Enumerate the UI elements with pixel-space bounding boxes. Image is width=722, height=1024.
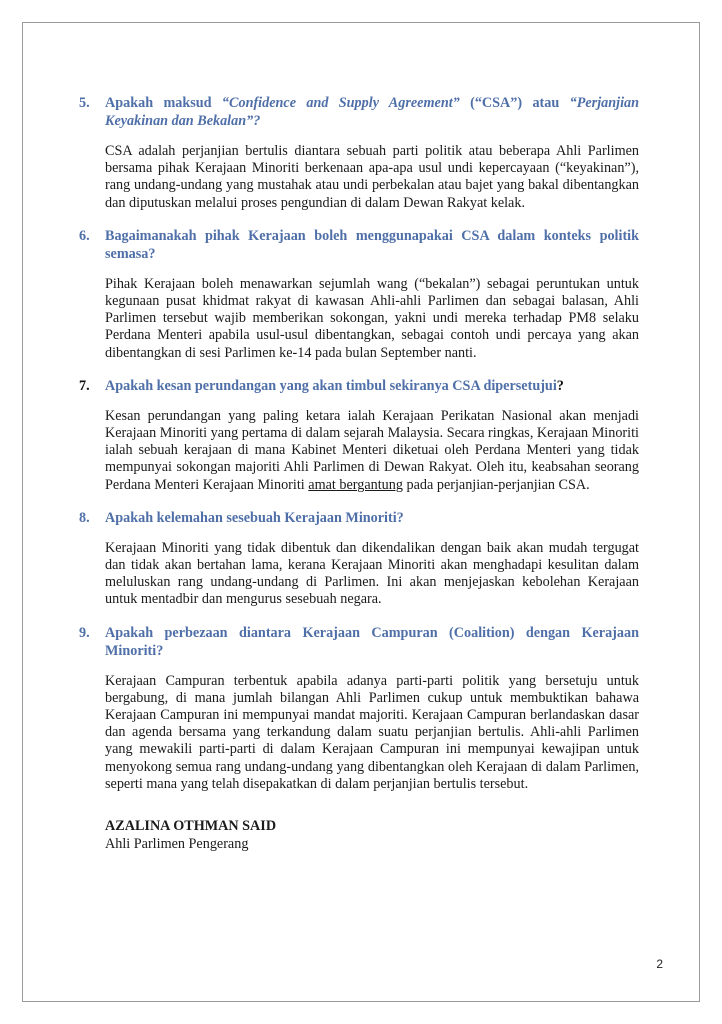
question-text: Apakah perbezaan diantara Kerajaan Campuran (Coalition) dengan Kerajaan Minoriti? [105,624,639,659]
question-9 [79,624,639,660]
signatory-title: Ahli Parlimen Pengerang [105,836,249,853]
question-number: 7. [79,377,90,394]
section-8 [79,509,639,609]
section-9 [79,624,639,793]
question-text [105,377,639,395]
answer-text-part: Kesan perundangan yang paling ketara ialah Kerajaan Perikatan Nasional akan menjadi Kerajaan Minoriti yang pertama di dalam sejarah Malaysia. Secara ringkas, Kerajaan Minoriti ialah sebuah kerajaan di mana Kabinet Menteri diketuai oleh Perdana Menteri yang tidak mempunyai sokongan majoriti Ahli Parlimen di Dewan Rakyat. Oleh itu, keabsahan seorang Perdana Menteri Kerajaan Minoriti [105,407,639,493]
question-6 [79,227,639,263]
question-text-part: (“CSA”) atau [459,95,570,111]
question-text [105,94,639,130]
question-mark: ? [556,377,564,394]
question-text: Apakah kelemahan sesebuah Kerajaan Minoriti? [105,509,404,526]
answer-9: Kerajaan Campuran terbentuk apabila adanya parti-parti politik yang bersetuju untuk bergabung, di mana jumlah bilangan Ahli Parlimen cukup untuk membuktikan bahawa Kerajaan Campuran ini mempunyai mandat majoriti. Kerajaan Campuran berlandaskan dasar dan agenda bersama yang terkandung dalam suatu perjanjian bertulis. Ahli-ahli Parlimen yang mewakili parti-parti di dalam Kerajaan Campuran ini mempunyai kewajipan untuk menyokong semua rang undang-undang yang dibentangkan oleh Kerajaan di dalam Parlimen, seperti mana yang telah disepakatkan di dalam perjanjian bertulis tersebut. [105,672,639,792]
section-6 [79,227,639,362]
question-7 [79,377,639,395]
question-text: Bagaimanakah pihak Kerajaan boleh menggunapakai CSA dalam konteks politik semasa? [105,227,639,262]
question-text-italic: “Perjanjian Keyakinan dan Bekalan”? [105,95,639,129]
document-page [22,22,700,1002]
question-text-italic: “Confidence and Supply Agreement” [221,95,460,111]
question-5 [79,94,639,130]
answer-text-part: pada perjanjian-perjanjian CSA. [402,476,590,493]
signature-block [105,817,639,853]
question-number: 5. [79,95,90,111]
question-8 [79,509,639,527]
answer-underlined-text: amat bergantung [308,476,403,493]
answer-5: CSA adalah perjanjian bertulis diantara sebuah parti politik atau beberapa Ahli Parlimen bersama pihak Kerajaan Minoriti berkenaan apa-apa usul undi kepercayaan (“keyakinan”), rang undang-undang yang mustahak atau undi perbekalan atau bajet yang bakal dibentangkan dan diputuskan melalui proses pengundian di dalam Dewan Rakyat kelak. [105,143,639,211]
question-text-part: Apakah kesan perundangan yang akan timbul sekiranya CSA dipersetujui [105,377,557,394]
question-number: 8. [79,509,90,526]
document-body [79,94,639,853]
answer-8: Kerajaan Minoriti yang tidak dibentuk dan dikendalikan dengan baik akan mudah tergugat dan tidak akan bertahan lama, kerana Kerajaan Minoriti akan menghadapi kesulitan dalam meluluskan rang undang-undang di Parlimen. Ini akan menjejaskan kebolehan Kerajaan untuk mentadbir dan mengurus sesebuah negara. [105,539,639,608]
signatory-name: AZALINA OTHMAN SAID [105,818,277,835]
question-text-part: Apakah maksud [105,95,222,111]
section-5 [79,94,639,212]
answer-6: Pihak Kerajaan boleh menawarkan sejumlah wang (“bekalan”) sebagai peruntukan untuk kegunaan pusat khidmat rakyat di kawasan Ahli-ahli Parlimen dan sebagai balasan, Ahli Parlimen tersebut wajib memberikan sokongan, yakni undi mereka terhadap PM8 selaku Perdana Menteri apabila usul-usul dibentangkan, sebagai contoh undi percaya yang akan dibentangkan di sesi Parlimen ke-14 pada bulan September nanti. [105,275,639,361]
question-number: 6. [79,227,90,244]
answer-7 [105,408,639,494]
page-number: 2 [656,957,663,971]
section-7 [79,377,639,494]
question-number: 9. [79,624,90,641]
